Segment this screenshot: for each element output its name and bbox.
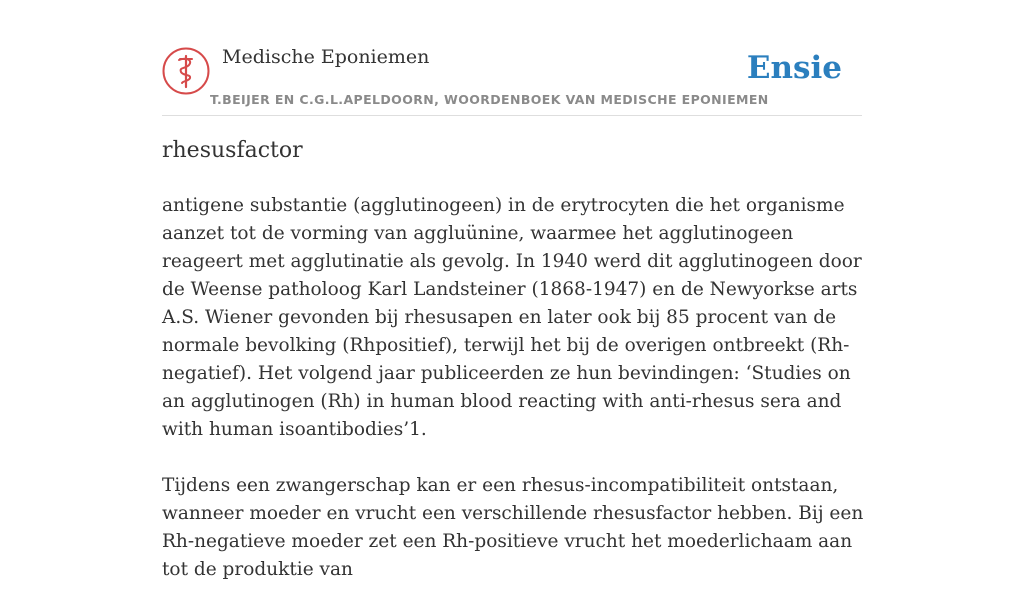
- source-subtitle: T.BEIJER EN C.G.L.APELDOORN, WOORDENBOEK VAN MEDISCHE EPONIEMEN: [210, 92, 769, 107]
- brand-logo-link[interactable]: Ensie: [746, 50, 842, 86]
- entry-paragraph: Tijdens een zwangerschap kan er een rhesus-incompatibiliteit ontstaan, wanneer moeder en vrucht een verschillende rhesusfactor hebben. Bij een Rh-negatieve moeder zet een Rh-positieve vrucht het moederlichaam aan tot de produktie van: [162, 475, 864, 580]
- source-title[interactable]: Medische Eponiemen: [222, 46, 430, 68]
- entry-title: rhesusfactor: [162, 138, 303, 163]
- caduceus-icon[interactable]: [162, 47, 210, 95]
- entry-content: [162, 192, 864, 612]
- source-header: [162, 46, 862, 116]
- entry-paragraph: antigene substantie (agglutinogeen) in de erytrocyten die het organisme aanzet tot de vorming van aggluünine, waarmee het agglutinogeen reageert met agglutinatie als gevolg. In 1940 werd dit agglutinogeen door de Weense patholoog Karl Landsteiner (1868-1947) en de Newyorkse arts A.S. Wiener gevonden bij rhesusapen en later ook bij 85 procent van de normale bevolking (Rhpositief), terwijl het bij de overigen ontbreekt (Rh-negatief). Het volgend jaar publiceerden ze hun bevindingen: ‘Studies on an agglutinogen (Rh) in human blood reacting with anti-rhesus sera and with human isoantibodies’1.: [162, 195, 862, 440]
